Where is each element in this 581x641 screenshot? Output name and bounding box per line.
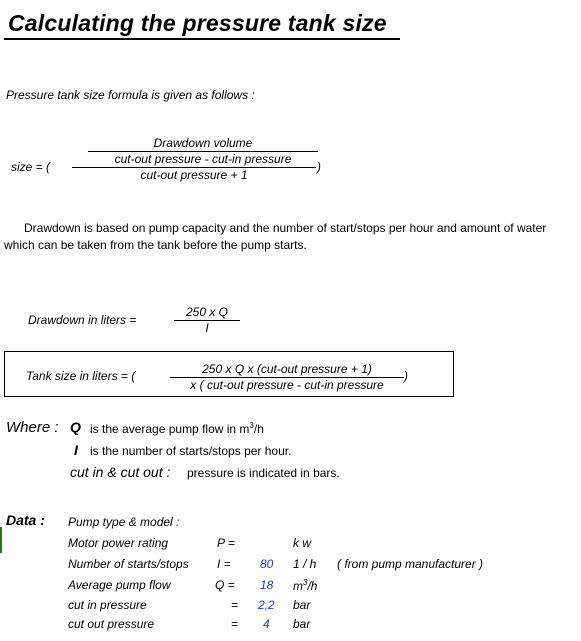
page-title: Calculating the pressure tank size [8, 10, 387, 36]
drawdown-paragraph-text: Drawdown is based on pump capacity and the number of start/stops per hour and amount of water which can be taken from the tank before the pump starts. [4, 221, 547, 252]
q-description-unit: /h [253, 422, 264, 436]
data-row-symbol: = [231, 617, 239, 631]
data-row-name: cut out pressure [68, 617, 155, 631]
size-formula-lhs: size = ( [11, 160, 51, 174]
intro-text: Pressure tank size formula is given as follows : [6, 88, 255, 102]
drawdown-formula-lhs: Drawdown in liters = [28, 313, 137, 327]
cut-description: pressure is indicated in bars. [187, 466, 340, 480]
data-row-note: ( from pump manufacturer ) [337, 557, 484, 571]
data-row-symbol: P = [217, 536, 235, 550]
data-row-symbol: Q = [215, 578, 235, 592]
size-formula-denominator: cut-out pressure + 1 [140, 168, 248, 182]
where-label: Where : [6, 419, 59, 436]
edge-marker [0, 527, 2, 553]
drawdown-formula-denominator: I [205, 321, 209, 335]
data-row-unit-superscript: 3 [303, 578, 308, 587]
data-row-unit [293, 578, 317, 593]
tank-formula-lhs: Tank size in liters = ( [26, 369, 136, 383]
data-row-value: 18 [260, 578, 274, 592]
data-row-value: 4 [263, 617, 270, 631]
data-row-name: Motor power rating [68, 536, 169, 550]
data-row-unit-post: /h [307, 579, 318, 593]
data-row-value: 2,2 [258, 598, 275, 612]
data-row-value: 80 [260, 557, 274, 571]
tank-formula-numerator: 250 x Q x (cut-out pressure + 1) [202, 362, 372, 376]
tank-formula-close: ) [404, 369, 408, 383]
q-description [90, 421, 264, 436]
cut-symbol: cut in & cut out : [70, 464, 171, 480]
size-formula-numerator: Drawdown volume [153, 136, 253, 150]
data-row-unit: bar [293, 617, 311, 631]
data-row-unit: k w [293, 536, 311, 550]
data-row-name: Number of starts/stops [68, 557, 189, 571]
data-label: Data : [6, 512, 45, 528]
data-row-name: cut in pressure [68, 598, 147, 612]
data-row-unit: bar [293, 598, 311, 612]
q-description-superscript: 3 [249, 421, 254, 430]
q-description-text: is the average pump flow in m [90, 422, 250, 436]
data-row-symbol: = [231, 598, 239, 612]
data-row-unit-base: m [293, 579, 303, 593]
data-header: Pump type & model : [68, 515, 180, 529]
data-row-name: Average pump flow [68, 578, 171, 592]
data-row-unit: 1 / h [293, 557, 317, 571]
drawdown-formula-numerator: 250 x Q [185, 305, 229, 319]
i-description: is the number of starts/stops per hour. [90, 444, 292, 458]
title-underline [4, 38, 400, 40]
data-row-symbol: I = [217, 557, 231, 571]
size-formula-middle: cut-out pressure - cut-in pressure [114, 152, 292, 166]
q-symbol: Q [70, 419, 81, 435]
i-symbol: I [74, 442, 78, 458]
drawdown-paragraph [4, 220, 564, 254]
tank-formula-denominator: x ( cut-out pressure - cut-in pressure [190, 378, 384, 392]
size-formula-close: ) [317, 160, 321, 174]
